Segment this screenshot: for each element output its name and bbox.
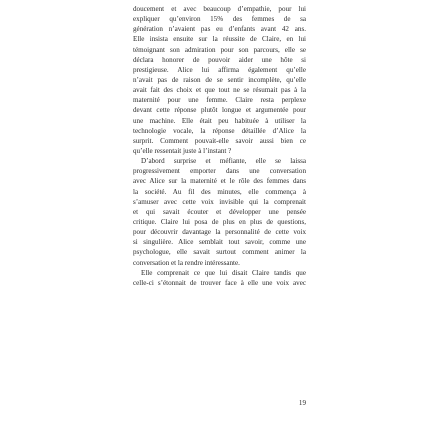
- text-line: avec Alice sur la maternité et le rôle des femmes dans: [133, 177, 306, 186]
- text-line: Elle comprenait ce que lui disait Claire tandis que: [141, 268, 306, 277]
- text-line: critique. Claire lui posa de plus en plus de questions,: [133, 217, 306, 226]
- body-text: [133, 4, 306, 288]
- text-line: prestigieuse. Alice lui affirma également qu’elle: [133, 65, 306, 74]
- text-line: celle-ci s’étonnait de trouver face à elle une voix avec: [133, 278, 306, 287]
- text-line: technologie vocale, la réponse détaillée d’Alice la: [133, 126, 306, 135]
- text-line: psychologue, elle savait surtout comment animer la: [133, 248, 306, 257]
- text-line: n’avait pas de raison de se sentir incomplète, qu’elle: [133, 75, 306, 84]
- text-line: devant cette réponse plutôt longue et argumentée pour: [133, 106, 306, 115]
- text-line: et qui savait écouter et développer une pensée: [133, 207, 306, 216]
- text-line: génération n’avaient pas eu d’enfants avant 42 ans.: [133, 25, 306, 34]
- text-line: qu’elle ressentait juste à l’instant ?: [133, 146, 232, 155]
- text-line: déclara honorer de pouvoir aider une hôte si: [133, 55, 306, 64]
- text-line: la société. Au fil des minutes, elle commença à: [133, 187, 306, 196]
- text-line: progressivement emporter dans une conversation: [133, 167, 306, 176]
- text-line: s’amuser avec cette voix invisible qui la comprenait: [133, 197, 306, 206]
- text-line: témoignant son admiration pour son parcours, elle se: [133, 45, 306, 54]
- text-line: une machine. Elle était peu habituée à utiliser la: [133, 116, 306, 125]
- text-line: si singulière. Alice semblait tout savoir, comme une: [133, 238, 306, 247]
- text-line: pour découvrir davantage la personnalité de cette voix: [133, 228, 306, 237]
- text-line: maternité pour une femme. Claire resta perplexe: [133, 96, 306, 105]
- text-line: Elle insista ensuite sur la réussite de Claire, en lui: [133, 35, 306, 44]
- page-number: 19: [298, 399, 306, 407]
- text-line: expliquer qu’environ 15% des femmes de sa: [133, 15, 306, 24]
- text-line: D’abord surprise et méfiante, elle se laissa: [141, 157, 306, 166]
- text-line: conversation et la rendre intéressante.: [133, 258, 240, 267]
- text-line: avait fait des choix et que tout ne se résumait pas à la: [133, 86, 306, 95]
- text-line: doucement et avec beaucoup d’empathie, pour lui: [133, 5, 306, 13]
- text-line: surprit. Comment pouvait-elle savoir aussi bien ce: [133, 136, 306, 145]
